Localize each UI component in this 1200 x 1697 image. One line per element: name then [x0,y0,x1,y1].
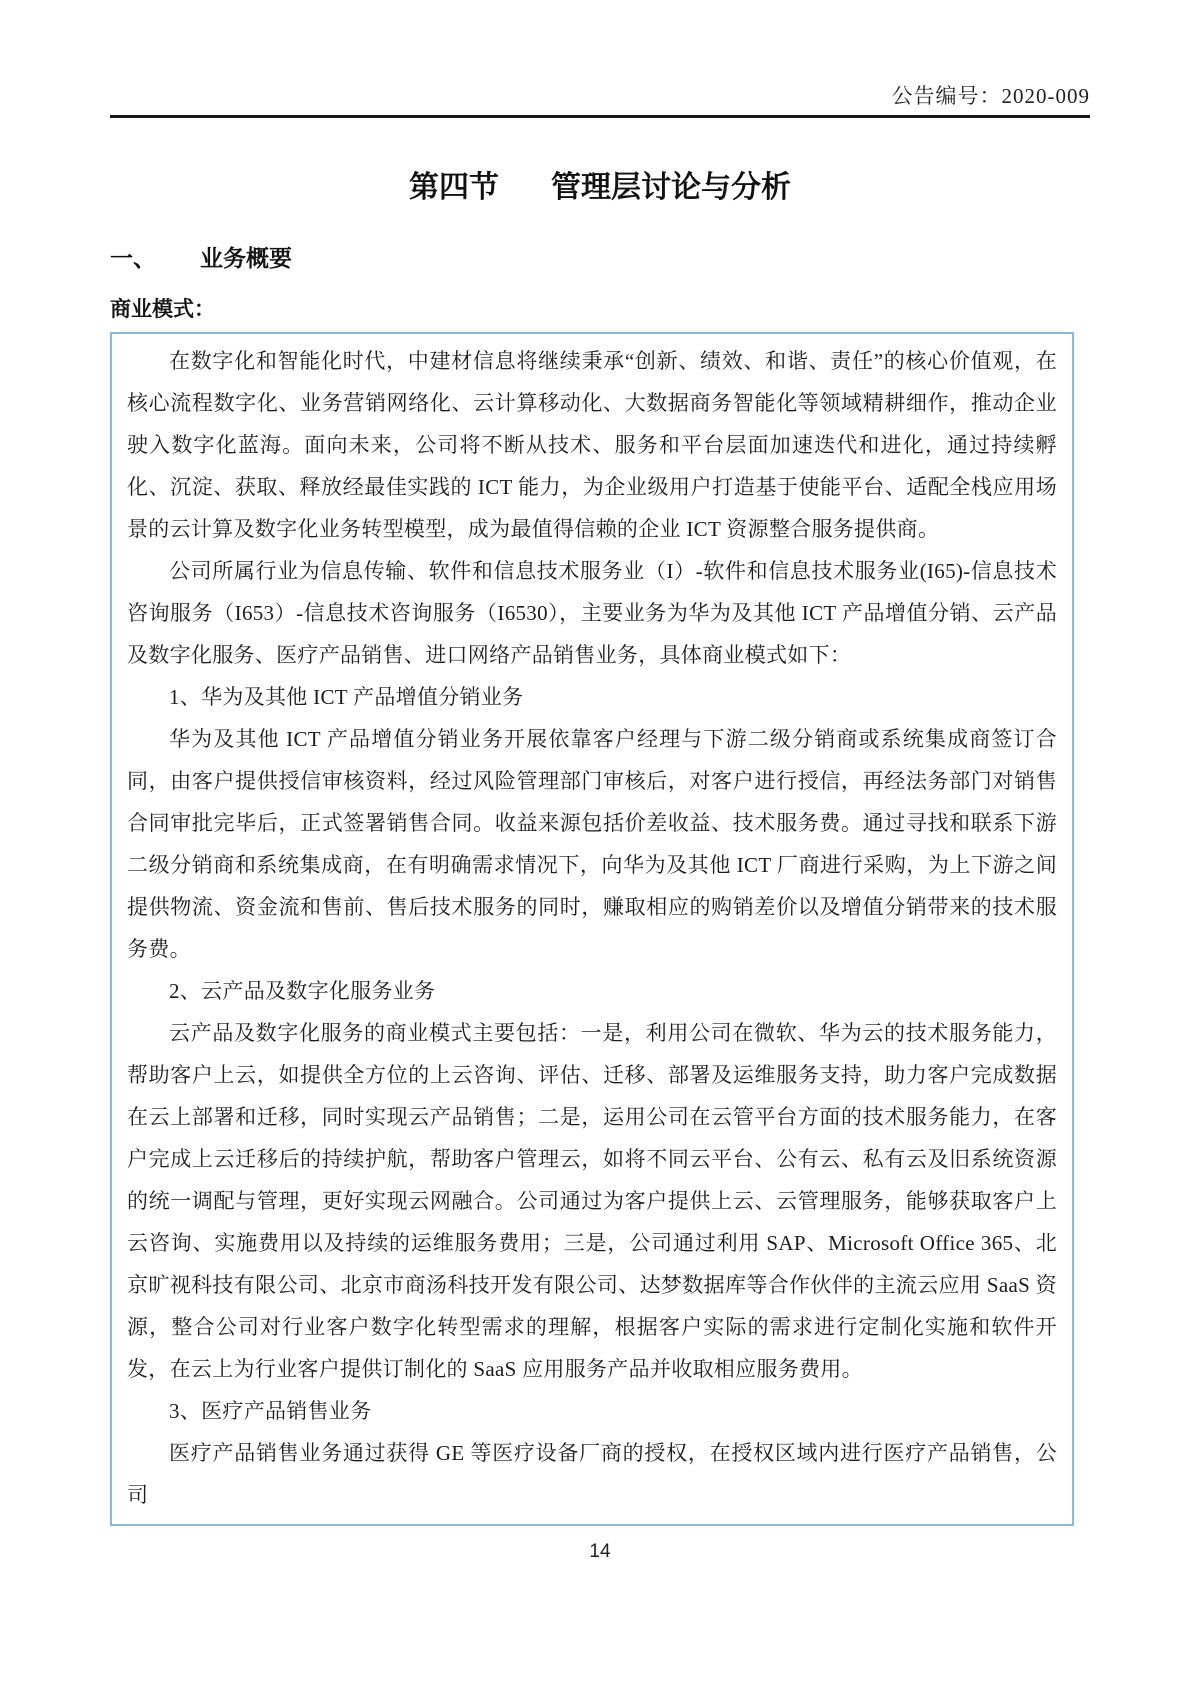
page-number: 14 [589,1541,611,1562]
paragraph-medical-products-detail: 医疗产品销售业务通过获得 GE 等医疗设备厂商的授权，在授权区域内进行医疗产品销售，公司 [127,1441,1057,1507]
announcement-number: 公告编号：2020-009 [891,84,1090,108]
section-label: 第四节 [409,171,499,204]
header-rule [110,115,1090,118]
paragraph-industry-classification: 公司所属行业为信息传输、软件和信息技术服务业（I）-软件和信息技术服务业(I65)-信息技术咨询服务（I653）-信息技术咨询服务（I6530），主要业务为华为及其他 ICT 产品增值分销、云产品及数字化服务、医疗产品销售、进口网络产品销售业务，具体商业模式如下： [127,559,1057,667]
heading-text: 业务概要 [200,246,292,271]
section-title-text: 管理层讨论与分析 [551,171,791,204]
page-title [110,162,1090,206]
business-model-box [110,332,1074,1526]
paragraph-ict-distribution-detail: 华为及其他 ICT 产品增值分销业务开展依靠客户经理与下游二级分销商或系统集成商签订合同，由客户提供授信审核资料，经过风险管理部门审核后，对客户进行授信，再经法务部门对销售合同审批完毕后，正式签署销售合同。收益来源包括价差收益、技术服务费。通过寻找和联系下游二级分销商和系统集成商，在有明确需求情况下，向华为及其他 ICT 厂商进行采购，为上下游之间提供物流、资金流和售前、售后技术服务的同时，赚取相应的购销差价以及增值分销带来的技术服务费。 [127,727,1057,961]
numbered-item-heading-cloud-services: 2、云产品及数字化服务业务 [169,979,436,1003]
numbered-item-heading-ict-distribution: 1、华为及其他 ICT 产品增值分销业务 [169,685,524,709]
heading-number: 一、 [110,246,156,271]
paragraph-core-values: 在数字化和智能化时代，中建材信息将继续秉承“创新、绩效、和谐、责任”的核心价值观，在核心流程数字化、业务营销网络化、云计算移动化、大数据商务智能化等领域精耕细作，推动企业驶入数字化蓝海。面向未来，公司将不断从技术、服务和平台层面加速迭代和进化，通过持续孵化、沉淀、获取、释放经最佳实践的 ICT 能力，为企业级用户打造基于使能平台、适配全栈应用场景的云计算及数字化业务转型模型，成为最值得信赖的企业 ICT 资源整合服务提供商。 [127,349,1057,541]
subheading-business-model: 商业模式： [110,297,215,321]
heading-business-overview [110,240,1090,273]
numbered-item-heading-medical-products: 3、医疗产品销售业务 [169,1399,372,1423]
paragraph-cloud-services-detail: 云产品及数字化服务的商业模式主要包括：一是，利用公司在微软、华为云的技术服务能力，帮助客户上云，如提供全方位的上云咨询、评估、迁移、部署及运维服务支持，助力客户完成数据在云上部署和迁移，同时实现云产品销售；二是，运用公司在云管平台方面的技术服务能力，在客户完成上云迁移后的持续护航，帮助客户管理云，如将不同云平台、公有云、私有云及旧系统资源的统一调配与管理，更好实现云网融合。公司通过为客户提供上云、云管理服务，能够获取客户上云咨询、实施费用以及持续的运维服务费用；三是，公司通过利用 SAP、Microsoft Office 365、北京旷视科技有限公司、北京市商汤科技开发有限公司、达梦数据库等合作伙伴的主流云应用 SaaS 资源，整合公司对行业客户数字化转型需求的理解，根据客户实际的需求进行定制化实施和软件开发，在云上为行业客户提供订制化的 SaaS 应用服务产品并收取相应服务费用。 [127,1021,1057,1381]
